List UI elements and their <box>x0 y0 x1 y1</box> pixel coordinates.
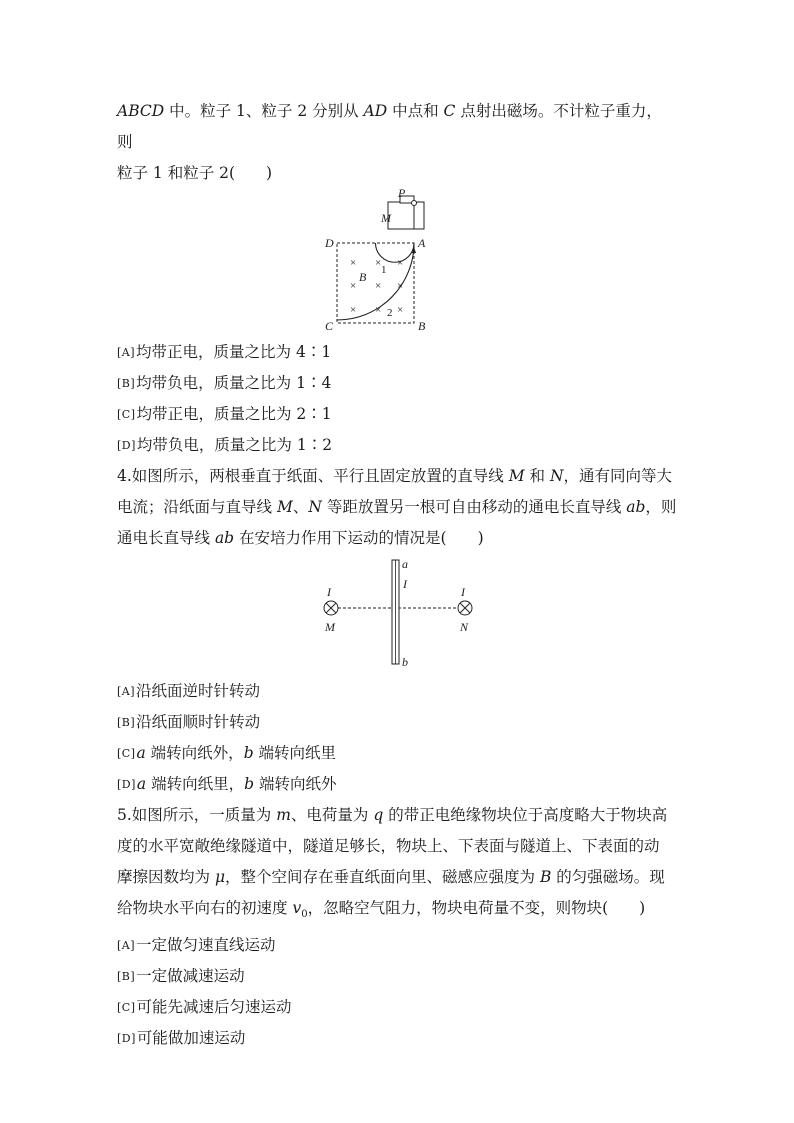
svg-text:×: × <box>375 304 382 316</box>
q3-option-c[interactable]: [C]均带正电，质量之比为 2∶1 <box>117 405 332 423</box>
document-page <box>117 96 677 1054</box>
label-a: a <box>402 557 408 571</box>
magnetic-field-diagram <box>297 189 497 337</box>
q3-option-d[interactable]: [D]均带负电，质量之比为 1∶2 <box>117 436 333 454</box>
svg-text:×: × <box>375 280 382 292</box>
q4-option-c[interactable]: [C]a 端转向纸外，b 端转向纸里 <box>117 744 337 762</box>
q3-options <box>117 337 677 461</box>
q3-figure <box>117 189 677 337</box>
q3-option-a[interactable]: [A]均带正电，质量之比为 4∶1 <box>117 343 332 361</box>
source-hole <box>412 201 417 206</box>
q5-stem-line1: 5.如图所示，一质量为 m、电荷量为 q 的带正电绝缘物块位于高度略大于物块高 <box>117 806 668 824</box>
label-b: b <box>402 655 408 669</box>
q5-option-b[interactable]: [B]一定做减速运动 <box>117 967 245 986</box>
label-m: M <box>325 620 335 634</box>
q5-stem-line3: 摩擦因数均为 μ，整个空间存在垂直纸面向里、磁感应强度为 B 的匀强磁场。现 <box>117 868 665 886</box>
trajectory-1 <box>376 243 415 262</box>
q5-option-a[interactable]: [A]一定做匀速直线运动 <box>117 936 276 955</box>
q4-stem-line1: 4.如图所示，两根垂直于纸面、平行且固定放置的直导线 M 和 N，通有同向等大 <box>117 467 673 485</box>
label-trajectory-1: 1 <box>381 264 387 276</box>
label-b-corner: B <box>418 319 426 333</box>
label-trajectory-2: 2 <box>387 307 393 319</box>
svg-text:×: × <box>397 257 404 269</box>
q4-stem-line3: 通电长直导线 ab 在安培力作用下运动的情况是( ) <box>117 529 484 547</box>
label-current-n: I <box>461 585 465 599</box>
label-n: N <box>460 620 469 634</box>
q3-stem-line1: ABCD 中。粒子 1、粒子 2 分别从 AD 中点和 C 点射出磁场。不计粒子重力，则 <box>117 102 662 151</box>
q4-option-a[interactable]: [A]沿纸面逆时针转动 <box>117 682 261 700</box>
q5-stem-line2: 度的水平宽敞绝缘隧道中，隧道足够长，物块上、下表面与隧道上、下表面的动 <box>117 837 660 855</box>
svg-text:×: × <box>350 280 357 292</box>
label-current-ab: I <box>403 577 407 591</box>
svg-text:×: × <box>375 257 382 269</box>
q5-stem-line4: 给物块水平向右的初速度 $v_0$，忽略空气阻力，物块电荷量不变，则物块( ) <box>117 899 646 921</box>
q4-option-b[interactable]: [B]沿纸面顺时针转动 <box>117 713 261 731</box>
q5-option-d[interactable]: [D]可能做加速运动 <box>117 1029 246 1048</box>
svg-text:×: × <box>350 257 357 269</box>
label-c: C <box>325 319 334 333</box>
q4-stem-line2: 电流；沿纸面与直导线 M、N 等距放置另一根可自由移动的通电长直导线 ab，则 <box>117 498 677 516</box>
label-m: M <box>381 211 391 225</box>
q5-options <box>117 930 677 1054</box>
q4-options <box>117 676 677 800</box>
q3-option-b[interactable]: [B]均带负电，质量之比为 1∶4 <box>117 374 332 392</box>
label-current-m: I <box>327 585 331 599</box>
svg-text:×: × <box>397 280 404 292</box>
label-b-field: B <box>359 270 367 284</box>
label-p: P <box>398 189 406 200</box>
parallel-wires-diagram <box>297 556 497 670</box>
q4-option-d[interactable]: [D]a 端转向纸里，b 端转向纸外 <box>117 775 337 793</box>
q3-stem-line2: 粒子 1 和粒子 2( ) <box>117 164 273 182</box>
label-a: A <box>418 236 426 250</box>
svg-text:×: × <box>350 304 357 316</box>
svg-text:×: × <box>397 304 404 316</box>
field-marks <box>350 257 403 316</box>
device-box-m <box>388 202 424 229</box>
q5-option-c[interactable]: [C]可能先减速后匀速运动 <box>117 998 292 1017</box>
q4-figure <box>117 556 677 670</box>
label-d: D <box>325 236 334 250</box>
